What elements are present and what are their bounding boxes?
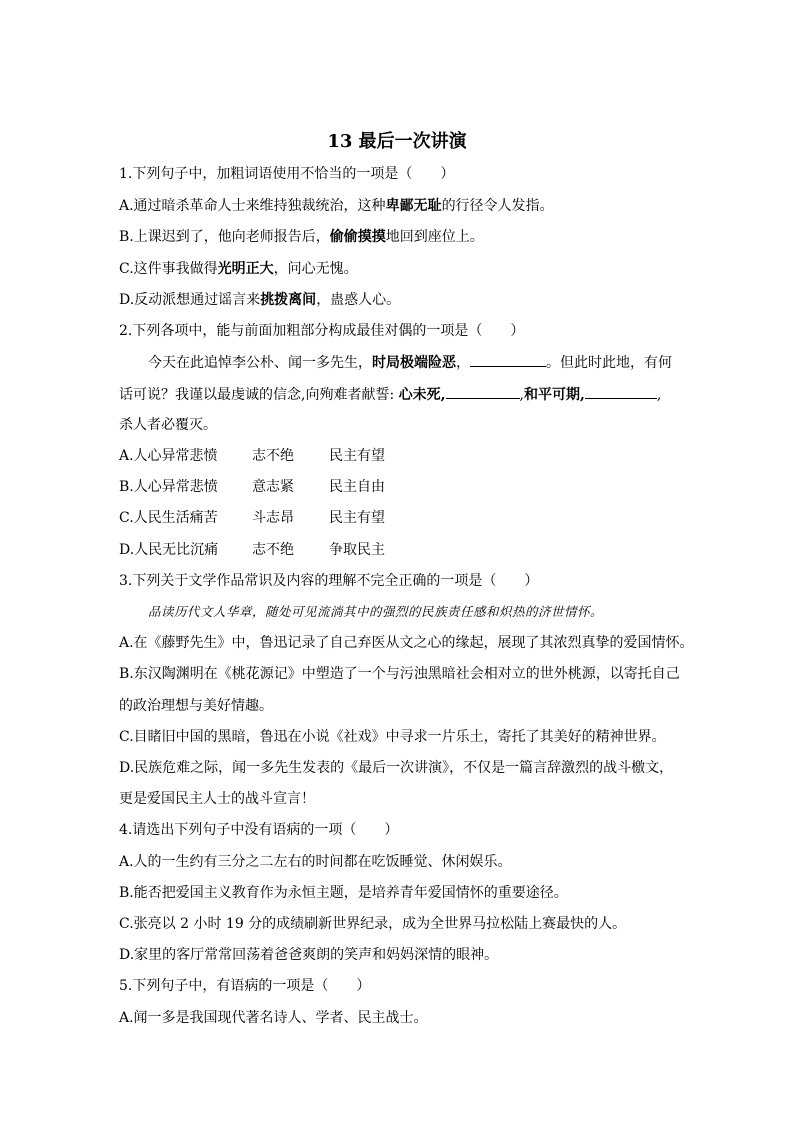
q5-stem: 5.下列句子中，有语病的一项是（ ） (119, 978, 371, 994)
q1-option-c: C.这件事我做得光明正大，问心无愧。 (119, 261, 358, 277)
q2-option-d: D.人民无比沉痛 志不绝 争取民主 (119, 542, 385, 558)
q3-option-c: C.目睹旧中国的黑暗，鲁迅在小说《社戏》中寻求一片乐土，寄托了其美好的精神世界。 (119, 729, 666, 745)
q3-option-d: D.民族危难之际，闻一多先生发表的《最后一次讲演》，不仅是一篇言辞激烈的战斗檄文， (119, 760, 674, 776)
q2-passage-line1: 今天在此追悼李公朴、闻一多先生，时局极端险恶， 。但此时此地，有何 (148, 352, 672, 373)
q5-option-a: A.闻一多是我国现代著名诗人、学者、民主战士。 (119, 1010, 428, 1026)
answer-blank[interactable] (585, 384, 657, 399)
bold-term: 挑拨离间 (260, 292, 317, 308)
q4-option-c: C.张亮以 2 小时 19 分的成绩刷新世界纪录，成为全世界马拉松陆上赛最快的人。 (119, 916, 627, 932)
q4-option-b: B.能否把爱国主义教育作为永恒主题，是培养青年爱国情怀的重要途径。 (119, 885, 568, 901)
answer-blank[interactable] (470, 352, 546, 367)
q4-option-d: D.家里的客厅常常回荡着爸爸爽朗的笑声和妈妈深情的眼神。 (119, 947, 499, 963)
q2-option-a: A.人心异常悲愤 志不绝 民主有望 (119, 448, 385, 464)
q1-option-a: A.通过暗杀革命人士来维持独裁统治，这种卑鄙无耻的行径令人发指。 (119, 198, 554, 214)
q4-stem: 4.请选出下列句子中没有语病的一项（ ） (119, 822, 399, 838)
page-title: 13 最后一次讲演 (327, 131, 467, 152)
q2-option-c: C.人民生活痛苦 斗志昂 民主有望 (119, 510, 385, 526)
q1-option-b: B.上课迟到了，他向老师报告后，偷偷摸摸地回到座位上。 (119, 229, 484, 245)
q4-option-a: A.人的一生约有三分之二左右的时间都在吃饭睡觉、休闲娱乐。 (119, 854, 512, 870)
bold-term: 卑鄙无耻 (385, 198, 442, 214)
answer-blank[interactable] (446, 384, 520, 399)
bold-term: 光明正大 (217, 261, 274, 277)
q1-stem: 1.下列句子中，加粗词语使用不恰当的一项是（ ） (119, 166, 455, 182)
q2-passage-line3: 杀人者必覆灭。 (119, 417, 217, 433)
bold-term: 偷偷摸摸 (329, 229, 386, 245)
q3-passage: 品读历代文人华章，随处可见流淌其中的强烈的民族责任感和炽热的济世情怀。 (148, 604, 604, 619)
q3-option-b: B.东汉陶渊明在《桃花源记》中塑造了一个与污浊黑暗社会相对立的世外桃源，以寄托自己 (119, 666, 680, 682)
q2-passage-line2: 话可说？我谨以最虔诚的信念,向殉难者献誓: 心未死, ,和平可期, , (119, 384, 661, 405)
q2-option-b: B.人心异常悲愤 意志紧 民主自由 (119, 479, 385, 495)
q2-stem: 2.下列各项中，能与前面加粗部分构成最佳对偶的一项是（ ） (119, 323, 525, 339)
q3-option-b-cont: 的政治理想与美好情趣。 (119, 698, 273, 714)
q3-option-d-cont: 更是爱国民主人士的战斗宣言！ (119, 791, 315, 807)
q1-option-d: D.反动派想通过谣言来挑拨离间，蛊惑人心。 (119, 292, 401, 308)
q3-stem: 3.下列关于文学作品常识及内容的理解不完全正确的一项是（ ） (119, 573, 539, 589)
q3-option-a: A.在《藤野先生》中，鲁迅记录了自己弃医从文之心的缘起，展现了其浓烈真挚的爱国情怀。 (119, 635, 694, 651)
